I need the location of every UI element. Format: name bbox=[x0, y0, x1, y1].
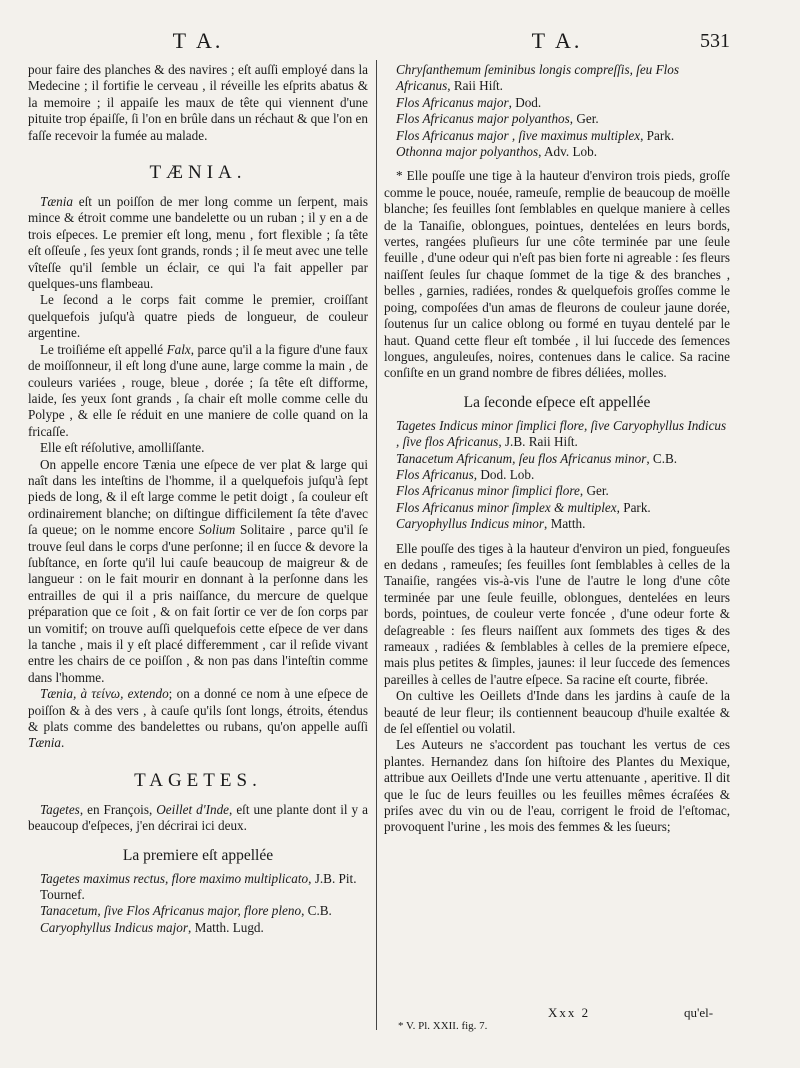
footnote: * V. Pl. XXII. fig. 7. bbox=[398, 1020, 488, 1032]
text: , parce qu'il a la figure d'une faux de moiſſonneur, il eſt long d'une aune, large comme la main , de couleurs variées , rouge, bleue , dorée ; ſa tête eſt difforme, laide, ſes yeux ſont grands , ſa chair eſt molle comme celle du Polype , & elle ſe réduit en une maniere de colle quand on la fricaſſe. bbox=[28, 341, 368, 439]
column-divider bbox=[376, 60, 377, 1030]
spacer bbox=[384, 160, 730, 168]
term: Solium bbox=[198, 522, 236, 538]
synonym: Flos Africanus bbox=[396, 466, 474, 482]
text: eſt un poiſſon de mer long comme un ſerpent, mais mince & étroit comme une bandelette ou un ruban ; il y en a de trois eſpeces. Le premier eſt long, menu , fort flexible ; ſa tête eſt oſſeuſe , ſes yeux ſont grands, ronds ; il ſe meut avec une telle vîteſſe qu'il ſemble un éclair, ce qui l'a fait appeller par quelques-uns flambeau. bbox=[28, 194, 368, 292]
synonym: Tanacetum, ſive Flos Africanus major, flore pleno bbox=[40, 903, 302, 919]
term: Oeillet d'Inde bbox=[156, 801, 230, 817]
paragraph-taenia-2: Le ſecond a le corps fait comme le premier, croiſſant quelquefois juſqu'à quatre pieds de longueur, de couleur argentine. bbox=[28, 292, 368, 341]
text: , eſt une plante dont il y a beaucoup d'eſpeces, j'en décrirai ici deux. bbox=[28, 801, 368, 834]
catchword: qu'el- bbox=[684, 1005, 714, 1020]
text: . bbox=[60, 735, 65, 751]
author: , Ger. bbox=[569, 111, 599, 127]
paragraph-taenia-3 bbox=[28, 342, 368, 440]
term: Falx bbox=[166, 341, 191, 357]
author: , Park. bbox=[616, 499, 651, 515]
paragraph-taenia-5 bbox=[28, 457, 368, 687]
synonym: Flos Africanus major polyanthos bbox=[396, 111, 570, 127]
section-title-taenia: TÆNIA. bbox=[149, 162, 247, 184]
author: , Dod. bbox=[508, 94, 542, 110]
author: , Dod. Lob. bbox=[473, 466, 535, 482]
synonym: Tagetes Indicus minor ſimplici flore, ſive Caryophyllus Indicus , ſive flos Africanus bbox=[396, 417, 727, 450]
synonym: Caryophyllus Indicus major bbox=[40, 919, 188, 935]
author: , Adv. Lob. bbox=[538, 144, 597, 160]
text: Le troiſiéme eſt appellé bbox=[40, 341, 167, 357]
author: , Matth. Lugd. bbox=[188, 919, 264, 935]
paragraph-taenia-4: Elle eſt réſolutive, amolliſſante. bbox=[40, 440, 205, 456]
author: , Ger. bbox=[579, 483, 609, 499]
term: Tagetes bbox=[40, 801, 80, 817]
author: , C.B. bbox=[301, 903, 332, 919]
synonym: Flos Africanus major bbox=[396, 94, 509, 110]
subheading-second-species: La ſeconde eſpece eſt appellée bbox=[463, 393, 651, 411]
term: Tænia bbox=[40, 194, 73, 210]
synonym-line bbox=[384, 95, 730, 111]
text: On appelle encore Tænia une eſpece de ver plat & large qui naît dans les inteſtins de l'homme, il a quelquefois juſqu'à ſept pieds de long, & il eſt large comme le petit doigt , ſa couleur eſt ordinairement blanche; on diſtingue difficilement ſa tête d'avec ſa queue; on le nomme encore bbox=[28, 456, 368, 538]
page-number: 531 bbox=[700, 30, 730, 52]
synonym: Flos Africanus minor ſimplex & multiplex bbox=[396, 499, 617, 515]
term: Tænia bbox=[28, 735, 61, 751]
synonym: Tagetes maximus rectus, flore maximo multiplicato bbox=[40, 870, 309, 886]
synonym: Tanacetum Africanum, ſeu flos Africanus minor bbox=[396, 450, 647, 466]
synonym-line bbox=[384, 451, 730, 467]
author: , Park. bbox=[640, 127, 675, 143]
synonym-line bbox=[28, 920, 368, 936]
synonym-line bbox=[384, 62, 730, 95]
spacer bbox=[384, 533, 730, 541]
paragraph-description-1: * Elle pouſſe une tige à la hauteur d'environ trois pieds, groſſe comme le pouce, nouée, rameuſe, remplie de beaucoup de moëlle blanche; ſes feuilles ſont ſemblables en quelque maniere à celles de la Tanaiſie, oblongues, pointues, dentelées en leurs bords, vertes, rangées pluſieurs ſur une côte terminée par une ſeule feuille , d'une odeur qui n'eſt pas bien forte ni agreable : ſes fleurs naiſſent ſeules ſur chaque ſommet de la tige & des branches , belles , garnies, radiées, rondes & quelquefois groſſes comme le poing, compoſées d'un amas de fleurons de couleur jaune dorée, ſoutenus ſur un calice oblong ou formé en tuyau dentelé par le haut. Quand cette fleur eſt tombée , il lui ſuccede des ſemences longues, anguleuſes, noires, contenues dans le calice. Sa racine conſiſte en un grand nombre de fibres déliées, molles. bbox=[384, 168, 730, 381]
synonym-line bbox=[384, 111, 730, 127]
signature-mark: Xxx 2 bbox=[548, 1005, 591, 1020]
synonym: Othonna major polyanthos bbox=[396, 144, 539, 160]
synonym-line bbox=[384, 483, 730, 499]
section-title-tagetes: TAGETES. bbox=[134, 769, 262, 791]
synonym: Caryophyllus Indicus minor bbox=[396, 516, 544, 532]
paragraph-description-2: Elle pouſſe des tiges à la hauteur d'environ un pied, fongueuſes en dedans , rameuſes; ſes feuilles ſont ſemblables à celles de la Tanaiſie, rangées vis-à-vis l'une de l'autre le long d'une côte terminée par une ſeule feuille, oblongues, dentelées en leurs bords, pointues, de couleur verte foncée , d'une odeur forte & deſagreable : ſes fleurs naiſſent aux ſommets des tiges & des rameaux , radiées & ſemblables à celles de la premiere eſpece, mais plus petites & ſimples, jaunes: il leur ſuccede des ſemences pareilles à celles de l'autre eſpece. Sa racine eſt courte, fibrée. bbox=[384, 540, 730, 687]
author: , Matth. bbox=[544, 516, 586, 532]
subheading-first-species: La premiere eſt appellée bbox=[122, 846, 274, 864]
paragraph-taenia-1 bbox=[28, 194, 368, 292]
author: , Raii Hiſt. bbox=[447, 78, 503, 94]
term: Tænia, à τείνω, extendo bbox=[40, 686, 169, 702]
paragraph-taenia-6 bbox=[28, 686, 368, 752]
synonym-line bbox=[28, 903, 368, 919]
synonym-line bbox=[384, 500, 730, 516]
synonym-line bbox=[28, 871, 368, 904]
synonym: Flos Africanus major , ſive maximus multiplex bbox=[396, 127, 641, 143]
author: , C.B. bbox=[646, 450, 678, 466]
paragraph-description-3: On cultive les Oeillets d'Inde dans les jardins à cauſe de la beauté de leur fleur; ils contiennent beaucoup d'huile exaltée & de ſel eſſentiel ou volatil. bbox=[384, 688, 730, 737]
author: , J.B. Raii Hiſt. bbox=[498, 434, 578, 450]
right-column bbox=[384, 28, 730, 836]
running-header-left: T A. bbox=[172, 28, 224, 53]
paragraph-description-4: Les Auteurs ne s'accordent pas touchant les vertus de ces plantes. Hernandez dans ſon hiſtoire des Plantes du Mexique, attribue aux Oeillets d'Inde une vertu attenuante , aperitive. Il dit que le ſuc de leurs feuilles ou les feuilles mêmes écraſées & priſes avec du vin ou de l'eau, corrigent le froid de l'eſtomac, provoquent l'urine , les mois des femmes & les ſueurs; bbox=[384, 737, 730, 835]
synonym: Chryſanthemum ſeminibus longis compreſſis, ſeu Flos Africanus bbox=[396, 62, 680, 94]
text: Solitaire , parce qu'il ſe trouve ſeul dans le corps d'une perſonne; il en ſucce & devore la ſubſtance, en ſorte qu'il lui cauſe beaucoup de maigreur & de langueur : on le fait mourir en donnant à la perſonne dans les entrailles de qui il a pris naiſſance, du mercure de quelque préparation que ce ſoit , & on fait ſortir ce ver de ſon corps par un vomitif; on trouve auſſi quelquefois cette eſpece de ver dans la tanche , mais il y eſt placé differemment , car il reſide vivant entre les chairs de ce poiſſon , & non pas dans l'inteſtin comme dans l'homme. bbox=[28, 522, 368, 685]
text: , en François, bbox=[79, 801, 157, 817]
left-column bbox=[28, 28, 368, 936]
paragraph-tagetes-1 bbox=[28, 802, 368, 835]
synonym-line bbox=[384, 144, 730, 160]
synonym-line bbox=[384, 467, 730, 483]
running-header-right: T A. bbox=[531, 28, 583, 53]
text: ; on a donné ce nom à une eſpece de poiſſon & à des vers , à cauſe qu'ils ſont longs, étroits, étendus & plats comme des bandelettes ou rubans, qu'on appelle auſſi bbox=[28, 686, 368, 735]
synonym-line bbox=[384, 128, 730, 144]
synonym-line bbox=[384, 418, 730, 451]
synonym: Flos Africanus minor ſimplici flore bbox=[396, 483, 580, 499]
author: , J.B. Pit. Tournef. bbox=[40, 870, 357, 903]
paragraph-continuation: pour faire des planches & des navires ; eſt auſſi employé dans la Medecine ; il fortifie le cerveau , il réveille les eſprits abatus & la memoire ; il appaiſe les maux de tête qui viennent d'une pituite trop épaiſſe, ſi l'on en brûle dans un réchaut & que l'on en faſſe recevoir la fumée au malade. bbox=[28, 62, 368, 143]
synonym-line bbox=[384, 516, 730, 532]
